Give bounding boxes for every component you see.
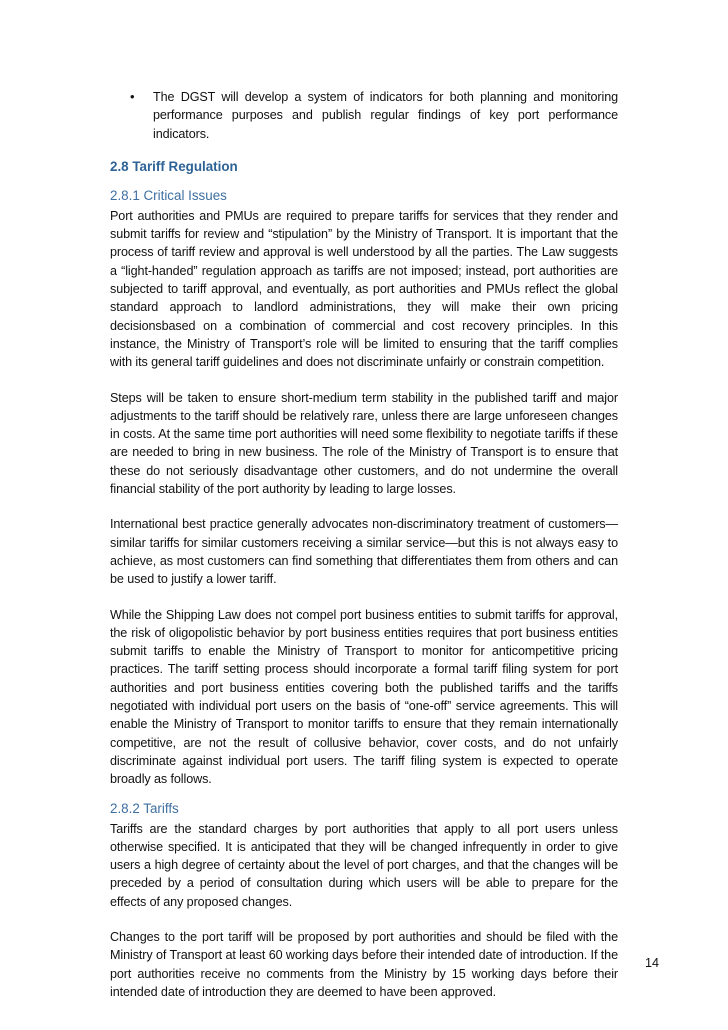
paragraph: Tariffs are the standard charges by port authorities that apply to all port users unless otherwise specified. It is anticipated that they will be changed infrequently in order to give users a high degree of certainty about the level of port charges, and that the changes will be preceded by a period of consultation during which users will be able to prepare for the effects of any proposed changes. bbox=[110, 821, 618, 909]
paragraph: International best practice generally advocates non-discriminatory treatment of customers—similar tariffs for similar customers receiving a similar service—but this is not always easy to achieve, as most customers can find something that differentiates them from others and can be used to justify a lower tariff. bbox=[110, 517, 618, 587]
document-page bbox=[110, 88, 618, 1001]
section-heading-2-8: 2.8 Tariff Regulation bbox=[110, 158, 238, 174]
bullet-dot-icon: • bbox=[130, 89, 135, 104]
subsection-heading-2-8-1: 2.8.1 Critical Issues bbox=[110, 187, 227, 203]
bullet-text: The DGST will develop a system of indicators for both planning and monitoring performance purposes and publish regular findings of key port performance indicators. bbox=[153, 90, 618, 141]
paragraph: Changes to the port tariff will be proposed by port authorities and should be filed with the Ministry of Transport at least 60 working days before their intended date of introduction. If the port authorities receive no comments from the Ministry by 15 working days before their intended date of introduction they are deemed to have been approved. bbox=[110, 929, 618, 999]
paragraph: Port authorities and PMUs are required to prepare tariffs for services that they render and submit tariffs for review and “stipulation” by the Ministry of Transport. It is important that the process of tariff review and approval is well understood by all the parties. The Law suggests a “light-handed” regulation approach as tariffs are not imposed; instead, port authorities are subjected to tariff approval, and eventually, as port authorities and PMUs reflect the global standard approach to landlord administrations, they will make their own pricing decisionsbased on a combination of commercial and cost recovery principles. In this instance, the Ministry of Transport’s role will be limited to ensuring that the tariff complies with its general tariff guidelines and does not discriminate unfairly or constrain competition. bbox=[110, 208, 618, 370]
paragraph: Steps will be taken to ensure short-medium term stability in the published tariff and major adjustments to the tariff should be relatively rare, unless there are large unforeseen changes in costs. At the same time port authorities will need some flexibility to negotiate tariffs if these are needed to bring in new business. The role of the Ministry of Transport is to ensure that these do not seriously disadvantage other customers, and do not undermine the overall financial stability of the port authority by leading to large losses. bbox=[110, 390, 618, 497]
page-number: 14 bbox=[645, 956, 660, 970]
bullet-list bbox=[110, 88, 618, 143]
subsection-heading-2-8-2: 2.8.2 Tariffs bbox=[110, 800, 179, 816]
paragraph: While the Shipping Law does not compel port business entities to submit tariffs for approval, the risk of oligopolistic behavior by port business entities requires that port business entities submit tariffs to enable the Ministry of Transport to monitor for anticompetitive pricing practices. The tariff setting process should incorporate a formal tariff filing system for port authorities and port business entities covering both the published tariffs and the tariffs negotiated with individual port users on the basis of “one-off” service agreements. This will enable the Ministry of Transport to monitor tariffs to ensure that they remain internationally competitive, are not the result of collusive behavior, cover costs, and do not unfairly discriminate against individual port users. The tariff filing system is expected to operate broadly as follows. bbox=[110, 607, 618, 787]
bullet-item bbox=[110, 88, 618, 143]
